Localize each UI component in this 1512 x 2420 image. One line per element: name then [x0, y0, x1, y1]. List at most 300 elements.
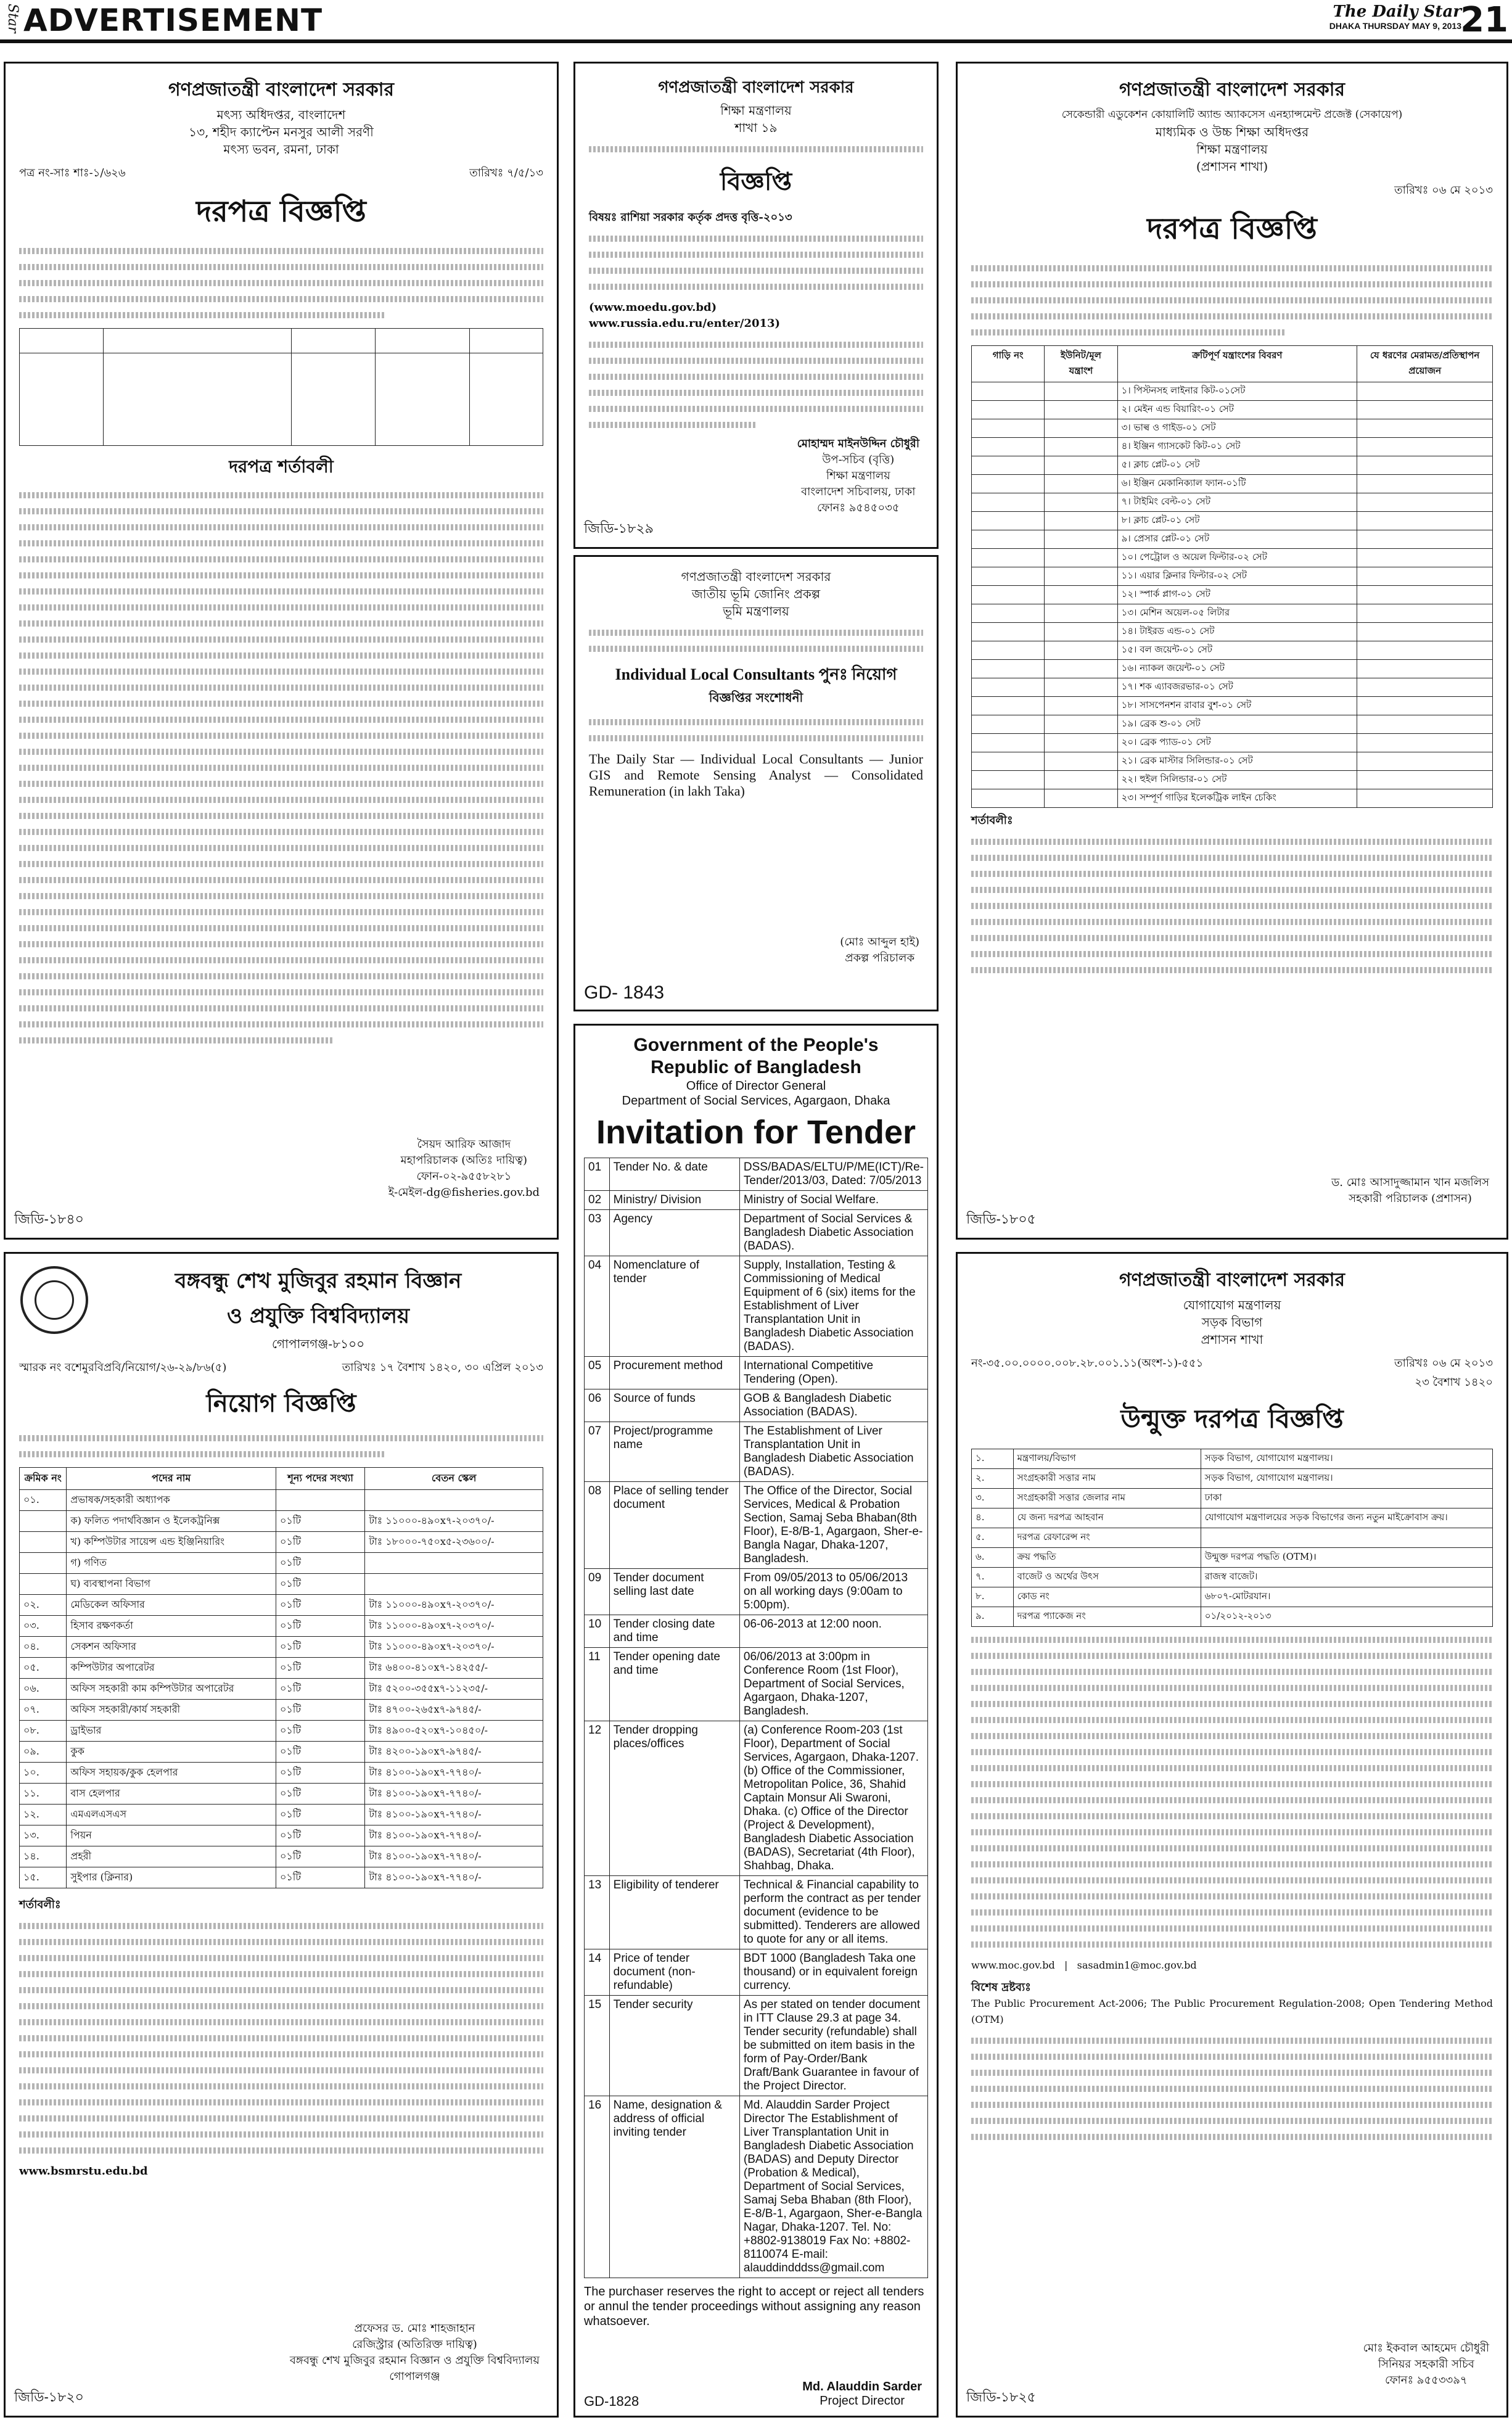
ref-date-2: ২৩ বৈশাখ ১৪২০: [1415, 1376, 1493, 1389]
cell-scale: টাঃ ৪১০০-১৯০x৭-৭৭৪০/-: [365, 1846, 543, 1867]
cell-no: 05: [585, 1357, 610, 1389]
table-row: [20, 1658, 543, 1679]
table-row: [972, 1528, 1493, 1548]
cell-action: [1357, 789, 1493, 808]
ad-title: নিয়োগ বিজ্ঞপ্তি: [206, 1389, 356, 1418]
cell-unit: [1045, 586, 1117, 604]
col-header: শূন্য পদের সংখ্যা: [276, 1468, 365, 1490]
cell-count: ০১টি: [276, 1532, 365, 1553]
cell-action: [1357, 456, 1493, 475]
ad-university-recruitment: [4, 1252, 559, 2418]
cell-value: GOB & Bangladesh Diabetic Association (BADAS).: [739, 1389, 927, 1422]
col-header: ইউনিট/মূল যন্ত্রাংশ: [1045, 346, 1117, 382]
cell-no: ০৭.: [20, 1700, 67, 1721]
cell-part: ৮। ক্লাচ প্লেট-০১ সেট: [1117, 512, 1357, 530]
table-row: [972, 1508, 1493, 1528]
cell-value: 06-06-2013 at 12:00 noon.: [739, 1615, 927, 1648]
cell-scale: টাঃ ১৮০০০-৭৫০x৫-২৩৬০০/-: [365, 1532, 543, 1553]
cell-action: [1357, 697, 1493, 715]
cell-name: কম্পিউটার অপারেটর: [67, 1658, 276, 1679]
cell-part: ১৮। সাসপেনশন রাবার বুশ-০১ সেট: [1117, 697, 1357, 715]
cell-no: 04: [585, 1256, 610, 1357]
gd-number: GD-1828: [584, 2393, 639, 2409]
gov-heading: গণপ্রজাতন্ত্রী বাংলাদেশ সরকার: [681, 569, 831, 584]
cell-vehicle: [972, 734, 1045, 752]
cell-label: ক্রয় পদ্ধতি: [1013, 1548, 1201, 1568]
cell-no: ১৫.: [20, 1867, 67, 1888]
signer-title: রেজিস্ট্রার (অতিরিক্ত দায়িত্ব): [352, 2338, 477, 2351]
cell-unit: [1045, 401, 1117, 419]
cell-action: [1357, 419, 1493, 438]
cell-part: ১৯। ব্রেক শু-০১ সেট: [1117, 715, 1357, 734]
cell-no: ৯.: [972, 1607, 1014, 1627]
signer-title: প্রকল্প পরিচালক: [845, 952, 915, 965]
cell-vehicle: [972, 586, 1045, 604]
cell-part: ৫। ক্লাচ প্লেট-০১ সেট: [1117, 456, 1357, 475]
table-row: [20, 1574, 543, 1595]
notes-text: [971, 2038, 1493, 2140]
cell-vehicle: [972, 512, 1045, 530]
table-continuation: [971, 1637, 1493, 1948]
cell-no: ৮.: [972, 1587, 1014, 1607]
cell-no: ৭.: [972, 1568, 1014, 1587]
body-en: The Daily Star — Individual Local Consultants — Junior GIS and Remote Sensing Analyst — Consolidated Remuneration (in lakh Taka): [589, 751, 923, 799]
reference-row: [971, 1354, 1493, 1393]
table-row: [972, 512, 1493, 530]
university-place: গোপালগঞ্জ-৮১০০: [271, 1336, 365, 1351]
cell-label: Tender No. & date: [609, 1158, 739, 1191]
signer-title: সহকারী পরিচালক (প্রশাসন): [1349, 1192, 1472, 1205]
cell-vehicle: [972, 678, 1045, 697]
cell-no: [20, 1532, 67, 1553]
cell-scale: টাঃ ১১০০০-৪৯০x৭-২০৩৭০/-: [365, 1616, 543, 1637]
col-header: বেতন স্কেল: [365, 1468, 543, 1490]
col-header: ক্রটিপূর্ণ যন্ত্রাংশের বিবরণ: [1117, 346, 1357, 382]
cell-label: Project/programme name: [609, 1422, 739, 1482]
cell-action: [1357, 401, 1493, 419]
paper-ref: The Daily Star: [589, 751, 675, 767]
cell-no: 15: [585, 1996, 610, 2096]
cell-no: 12: [585, 1721, 610, 1876]
cell-vehicle: [972, 752, 1045, 771]
cell-label: যে জন্য দরপত্র আহবান: [1013, 1508, 1201, 1528]
cell-no: 10: [585, 1615, 610, 1648]
cell-no: 16: [585, 2096, 610, 2278]
table-row: [20, 1805, 543, 1825]
email-link[interactable]: sasadmin1@moc.gov.bd: [1077, 1959, 1197, 1971]
signer-email: ই-মেইল-dg@fisheries.gov.bd: [388, 1186, 540, 1199]
ad-title: দরপত্র বিজ্ঞপ্তি: [196, 194, 366, 229]
ad-title: উন্মুক্ত দরপত্র বিজ্ঞপ্তি: [1120, 1404, 1344, 1434]
table-row: [585, 1648, 928, 1721]
cell-action: [1357, 752, 1493, 771]
table-row: [20, 1616, 543, 1637]
col-header: যে ধরণের মেরামত/প্রতিস্থাপন প্রয়োজন: [1357, 346, 1493, 382]
signer-name: ড. মোঃ আসাদুজ্জামান খান মজলিস: [1331, 1176, 1489, 1189]
paper-info: [1329, 2, 1461, 31]
table-row: [20, 1763, 543, 1784]
notes-title: বিশেষ দ্রষ্টব্যঃ: [971, 1981, 1031, 1994]
cell-unit: [1045, 493, 1117, 512]
cell-part: ১২। স্পার্ক প্লাগ-০১ সেট: [1117, 586, 1357, 604]
ref-date: তারিখঃ ০৬ মে ২০১৩: [1394, 184, 1493, 197]
cell-unit: [1045, 456, 1117, 475]
cell-value: Md. Alauddin Sarder Project Director The Establishment of Liver Transplantation Unit in Bangladesh Diabetic Association (BADAS) and Deputy Director (Probation & Medical), Department of Social Services, Samaj Seba Bhaban (8th Floor), E-8/B-1, Agargaon, Sher-e-Bangla Nagar, Dhaka-1207. Tel. No: +8802-9138019 Fax No: +8802-8110074 E-mail: alauddindddss@gmail.com: [739, 2096, 927, 2278]
cell-scale: টাঃ ৫২০০-৩৫৫x৭-১১২৩৫/-: [365, 1679, 543, 1700]
cell-scale: টাঃ ৪১০০-১৯০x৭-৭৭৪০/-: [365, 1867, 543, 1888]
cell-no: 11: [585, 1648, 610, 1721]
cell-no: ০১.: [20, 1490, 67, 1511]
cell-label: Source of funds: [609, 1389, 739, 1422]
terms-text: [19, 1923, 543, 2154]
parts-table: [971, 345, 1493, 808]
reference-row: [19, 1359, 543, 1378]
table-row: [972, 530, 1493, 549]
posts-table: [19, 1467, 543, 1888]
table-row: [585, 1158, 928, 1191]
table-row: [972, 660, 1493, 678]
table-row: [972, 1568, 1493, 1587]
cell-value: Technical & Financial capability to perform the contract as per tender document (evidence to be submitted). Tenderers are allowed to quote for any or all items.: [739, 1876, 927, 1949]
signer-name: Md. Alauddin Sarder: [802, 2380, 922, 2393]
ad-title: Invitation for Tender: [596, 1114, 916, 1151]
ad-seqaep-tender: [956, 62, 1508, 1240]
table-row: [972, 752, 1493, 771]
signer-name: মোঃ ইকবাল আহমেদ চৌধুরী: [1363, 2342, 1489, 2355]
cell-unit: [1045, 475, 1117, 493]
cell-unit: [1045, 382, 1117, 401]
cell-name: প্রভাষক/সহকারী অধ্যাপক: [67, 1490, 276, 1511]
cell-no: 08: [585, 1482, 610, 1569]
signer-name: মোহাম্মদ মাইনউদ্দিন চৌধুরী: [797, 437, 919, 450]
cell-part: ১৫। বল জয়েন্ট-০১ সেট: [1117, 641, 1357, 660]
cell-count: ০১টি: [276, 1784, 365, 1805]
branch-name: (প্রশাসন শাখা): [1196, 159, 1268, 174]
signer-title: উপ-সচিব (বৃত্তি): [822, 453, 895, 466]
cell-scale: টাঃ ৪১০০-১৯০x৭-৭৭৪০/-: [365, 1825, 543, 1846]
cell-part: ১৩। মেশিন অয়েল-০৫ লিটার: [1117, 604, 1357, 623]
cell-scale: টাঃ ৪১০০-১৯০x৭-৭৭৪০/-: [365, 1763, 543, 1784]
cell-no: ১২.: [20, 1805, 67, 1825]
reference-row: [971, 181, 1493, 200]
signer-place: বাংলাদেশ সচিবালয়, ঢাকা: [801, 485, 916, 498]
cell-action: [1357, 567, 1493, 586]
cell-part: ২৩। সম্পূর্ণ গাড়ির ইলেকট্রিক লাইন চেকিং: [1117, 789, 1357, 808]
signer-name: (মোঃ আব্দুল হাই): [840, 936, 919, 949]
dept-name: মাধ্যমিক ও উচ্চ শিক্ষা অধিদপ্তর: [1155, 125, 1309, 139]
cell-value: BDT 1000 (Bangladesh Taka one thousand) or in equivalent foreign currency.: [739, 1949, 927, 1996]
col-header: পদের নাম: [67, 1468, 276, 1490]
col-header: গাড়ি নং: [972, 346, 1045, 382]
signature-block: [802, 2380, 922, 2408]
cell-count: ০১টি: [276, 1763, 365, 1784]
cell-part: ২২। হুইল সিলিন্ডার-০১ সেট: [1117, 771, 1357, 789]
table-row: [972, 1548, 1493, 1568]
cell-label: Name, designation & address of official inviting tender: [609, 2096, 739, 2278]
cell-scale: টাঃ ১১০০০-৪৯০x৭-২০৩৭০/-: [365, 1637, 543, 1658]
table-row: [585, 1357, 928, 1389]
signature-block: [388, 1137, 540, 1201]
cell-value: সড়ক বিভাগ, যোগাযোগ মন্ত্রণালয়।: [1201, 1449, 1492, 1469]
cell-unit: [1045, 512, 1117, 530]
cell-name: অফিস সহায়ক/কুক হেলপার: [67, 1763, 276, 1784]
cell-label: Eligibility of tenderer: [609, 1876, 739, 1949]
cell-label: কোড নং: [1013, 1587, 1201, 1607]
cell-value: ৬৮০৭-মোটরযান।: [1201, 1587, 1492, 1607]
cell-vehicle: [972, 715, 1045, 734]
cell-part: ১১। এয়ার ক্লিনার ফিল্টার-০২ সেট: [1117, 567, 1357, 586]
signer-title: Project Director: [820, 2394, 905, 2408]
note-ref: The Public Procurement Act-2006: [971, 1998, 1144, 2009]
cell-unit: [1045, 549, 1117, 567]
signature-block: [1363, 2340, 1489, 2389]
col-header: ক্রমিক নং: [20, 1468, 67, 1490]
table-row: [972, 401, 1493, 419]
ad-title: দরপত্র বিজ্ঞপ্তি: [1147, 212, 1317, 246]
cell-no: ৫.: [972, 1528, 1014, 1548]
table-row: [972, 641, 1493, 660]
gov-heading-2: Republic of Bangladesh: [651, 1057, 861, 1077]
cell-count: ০১টি: [276, 1700, 365, 1721]
cell-action: [1357, 623, 1493, 641]
cell-count: ০১টি: [276, 1742, 365, 1763]
cell-action: [1357, 678, 1493, 697]
cell-no: ১৩.: [20, 1825, 67, 1846]
cell-scale: টাঃ ৪১০০-১৯০x৭-৭৭৪০/-: [365, 1784, 543, 1805]
cell-value: ০১/২০১২-২০১৩: [1201, 1607, 1492, 1627]
university-name: বঙ্গবন্ধু শেখ মুজিবুর রহমান বিজ্ঞান: [175, 1269, 462, 1293]
signer-phone: ফোনঃ ৯৫৫৩৩৯৭: [1385, 2374, 1468, 2387]
cell-count: ০১টি: [276, 1805, 365, 1825]
cell-part: ২। মেইন এন্ড বিয়ারিং-০১ সেট: [1117, 401, 1357, 419]
reference-row: [19, 164, 543, 183]
cell-part: ৩। ভাল্ব ও গাইড-০১ সেট: [1117, 419, 1357, 438]
table-row: [20, 1553, 543, 1574]
cell-vehicle: [972, 604, 1045, 623]
cell-value: DSS/BADAS/ELTU/P/ME(ICT)/Re-Tender/2013/03, Dated: 7/05/2013: [739, 1158, 927, 1191]
cell-action: [1357, 771, 1493, 789]
signer-name: প্রফেসর ড. মোঃ শাহজাহান: [354, 2322, 475, 2335]
project-name: জাতীয় ভূমি জোনিং প্রকল্প: [691, 586, 821, 601]
website-1[interactable]: (www.moedu.gov.bd): [589, 301, 717, 314]
cell-action: [1357, 586, 1493, 604]
table-row: [972, 438, 1493, 456]
signer-phone: ফোনঃ ৯৫৪৫০৩৫: [817, 501, 900, 514]
table-row: [972, 678, 1493, 697]
cell-scale: [365, 1574, 543, 1595]
cell-label: Tender security: [609, 1996, 739, 2096]
cell-no: 14: [585, 1949, 610, 1996]
cell-unit: [1045, 715, 1117, 734]
cell-action: [1357, 604, 1493, 623]
cell-vehicle: [972, 660, 1045, 678]
cell-label: Tender opening date and time: [609, 1648, 739, 1721]
masthead: [0, 0, 1512, 43]
footer-note: The purchaser reserves the right to accept or reject all tenders or annul the tender proceedings without assigning any reason whatsoever.: [584, 2285, 924, 2328]
cell-action: [1357, 715, 1493, 734]
ref-number: পত্র নং-সাঃ শাঃ-১/৬২৬: [19, 167, 126, 179]
ad-title: বিজ্ঞপ্তি: [720, 167, 792, 196]
cell-name: অফিস সহকারী কাম কম্পিউটার অপারেটর: [67, 1679, 276, 1700]
table-row: [20, 1700, 543, 1721]
cell-count: ০১টি: [276, 1825, 365, 1846]
cell-vehicle: [972, 641, 1045, 660]
body-text: [19, 1435, 543, 1457]
cell-vehicle: [972, 401, 1045, 419]
cell-name: গ) গণিত: [67, 1553, 276, 1574]
signer-phone: ফোন-০২-৯৫৫৮২৮১: [416, 1170, 512, 1183]
address-line: মৎস্য ভবন, রমনা, ঢাকা: [223, 142, 339, 157]
signature-block: [290, 2321, 540, 2385]
office-address: Department of Social Services, Agargaon, Dhaka: [622, 1094, 890, 1108]
dept-name: সড়ক বিভাগ: [1201, 1315, 1263, 1330]
ad-subtitle: বিজ্ঞপ্তির সংশোধনী: [709, 690, 803, 705]
cell-unit: [1045, 530, 1117, 549]
signer-title: মহাপরিচালক (অতিঃ দায়িত্ব): [400, 1154, 528, 1167]
cell-value: From 09/05/2013 to 05/06/2013 on all working days (9:00am to 5:00pm).: [739, 1569, 927, 1615]
table-row: [20, 1846, 543, 1867]
table-row: [972, 1607, 1493, 1627]
table-row: [972, 586, 1493, 604]
cell-value: The Establishment of Liver Transplantation Unit in Bangladesh Diabetic Association (BADAS).: [739, 1422, 927, 1482]
cell-label: সংগ্রহকারী সত্তার নাম: [1013, 1469, 1201, 1489]
cell-part: ৬। ইঞ্জিন মেকানিক্যাল ফ্যান-০১টি: [1117, 475, 1357, 493]
section-title: ADVERTISEMENT: [23, 2, 323, 38]
cell-value: Ministry of Social Welfare.: [739, 1191, 927, 1210]
cell-no: ০৬.: [20, 1679, 67, 1700]
branch-name: প্রশাসন শাখা: [1201, 1332, 1263, 1347]
cell-label: Tender dropping places/offices: [609, 1721, 739, 1876]
table-row: [20, 1532, 543, 1553]
body-text-2: [589, 342, 923, 428]
table-row: [585, 1876, 928, 1949]
cell-action: [1357, 530, 1493, 549]
branch-name: শাখা ১৯: [734, 120, 778, 135]
cell-scale: টাঃ ৪৯০০-৫২০x৭-১০৪৫০/-: [365, 1721, 543, 1742]
cell-name: খ) কম্পিউটার সায়েন্স এন্ড ইঞ্জিনিয়ারিং: [67, 1532, 276, 1553]
table-row: [972, 475, 1493, 493]
gd-number: জিডি-১৮২৫: [966, 2389, 1036, 2405]
table-row: [585, 1949, 928, 1996]
cell-no: 03: [585, 1210, 610, 1256]
cell-no: ১০.: [20, 1763, 67, 1784]
notes-refs: The Public Procurement Act-2006; The Public Procurement Regulation-2008; Open Tendering Method (OTM): [971, 1998, 1494, 2025]
tender-details-table: [584, 1158, 928, 2278]
page-number: 21: [1460, 0, 1508, 40]
cell-count: ০১টি: [276, 1679, 365, 1700]
cell-no: ৪.: [972, 1508, 1014, 1528]
cell-label: Tender closing date and time: [609, 1615, 739, 1648]
table-row: [972, 789, 1493, 808]
gd-number: জিডি-১৮০৫: [966, 1211, 1036, 1227]
cell-scale: [365, 1490, 543, 1511]
cell-part: ১৭। শক এ্যাবজরভার-০১ সেট: [1117, 678, 1357, 697]
cell-count: ০১টি: [276, 1846, 365, 1867]
cell-name: ক) ফলিত পদার্থবিজ্ঞান ও ইলেকট্রনিক্স: [67, 1511, 276, 1532]
cell-name: মেডিকেল অফিসার: [67, 1595, 276, 1616]
cell-no: ৬.: [972, 1548, 1014, 1568]
note-ref: The Public Procurement Regulation-2008: [1151, 1998, 1362, 2009]
terms-text: [971, 839, 1493, 973]
cell-count: ০১টি: [276, 1553, 365, 1574]
cell-name: ড্রাইভার: [67, 1721, 276, 1742]
cell-name: হিসাব রক্ষণকর্তা: [67, 1616, 276, 1637]
cell-part: ৪। ইঞ্জিন গ্যাসকেট কিট-০১ সেট: [1117, 438, 1357, 456]
cell-vehicle: [972, 530, 1045, 549]
cell-vehicle: [972, 438, 1045, 456]
website-link[interactable]: www.moc.gov.bd: [971, 1959, 1055, 1971]
cell-scale: টাঃ ১১০০০-৪৯০x৭-২০৩৭০/-: [365, 1595, 543, 1616]
cell-no: ০৮.: [20, 1721, 67, 1742]
cell-name: ঘ) ব্যবস্থাপনা বিভাগ: [67, 1574, 276, 1595]
table-row: [585, 1721, 928, 1876]
cell-unit: [1045, 771, 1117, 789]
tender-table: [19, 328, 543, 446]
signer-title: সিনিয়র সহকারী সচিব: [1378, 2358, 1474, 2371]
cell-action: [1357, 512, 1493, 530]
cell-count: ০১টি: [276, 1574, 365, 1595]
subject: বিষয়ঃ রাশিয়া সরকার কর্তৃক প্রদত্ত বৃত্তি-২০১৩: [589, 211, 792, 224]
cell-part: ২১। ব্রেক মাস্টার সিলিন্ডার-০১ সেট: [1117, 752, 1357, 771]
table-row: [585, 1191, 928, 1210]
signer-org: বঙ্গবন্ধু শেখ মুজিবুর রহমান বিজ্ঞান ও প্রযুক্তি বিশ্ববিদ্যালয়: [289, 2354, 540, 2367]
website-link[interactable]: www.bsmrstu.edu.bd: [19, 2165, 148, 2178]
cell-unit: [1045, 678, 1117, 697]
cell-no: 01: [585, 1158, 610, 1191]
table-row: [20, 1490, 543, 1511]
cell-value: উন্মুক্ত দরপত্র পদ্ধতি (OTM)।: [1201, 1548, 1492, 1568]
cell-no: 02: [585, 1191, 610, 1210]
cell-action: [1357, 641, 1493, 660]
cell-no: ০৫.: [20, 1658, 67, 1679]
cell-action: [1357, 438, 1493, 456]
cell-name: সুইপার (ক্লিনার): [67, 1867, 276, 1888]
website-2[interactable]: www.russia.edu.ru/enter/2013): [589, 317, 781, 330]
cell-unit: [1045, 641, 1117, 660]
cell-vehicle: [972, 697, 1045, 715]
table-row: [972, 697, 1493, 715]
cell-no: ১১.: [20, 1784, 67, 1805]
ad-road-division-tender: [956, 1252, 1508, 2418]
cell-label: Price of tender document (non-refundable): [609, 1949, 739, 1996]
cell-no: ১৪.: [20, 1846, 67, 1867]
table-row: [585, 1996, 928, 2096]
cell-value: Supply, Installation, Testing & Commissioning of Medical Equipment of 6 (six) items for the Establishment of Liver Transplantation Unit in Bangladesh Diabetic Association (BADAS).: [739, 1256, 927, 1357]
project-name: সেকেন্ডারী এডুকেশন কোয়ালিটি অ্যান্ড অ্যাকসেস এনহ্যান্সমেন্ট প্রজেক্ট (সেকায়েপ): [1061, 109, 1403, 121]
cell-action: [1357, 382, 1493, 401]
table-row: [20, 1679, 543, 1700]
cell-label: বাজেট ও অর্থের উৎস: [1013, 1568, 1201, 1587]
cell-unit: [1045, 419, 1117, 438]
gov-heading: গণপ্রজাতন্ত্রী বাংলাদেশ সরকার: [168, 79, 394, 101]
cell-vehicle: [972, 623, 1045, 641]
table-row: [585, 1389, 928, 1422]
cell-name: পিয়ন: [67, 1825, 276, 1846]
cell-vehicle: [972, 419, 1045, 438]
cell-value: ঢাকা: [1201, 1489, 1492, 1508]
cell-no: ০৩.: [20, 1616, 67, 1637]
cell-label: সংগ্রহকারী সত্তার জেলার নাম: [1013, 1489, 1201, 1508]
ref-date: তারিখঃ ১৭ বৈশাখ ১৪২০, ৩০ এপ্রিল ২০১৩: [342, 1361, 543, 1374]
table-row: [972, 382, 1493, 401]
cell-label: Place of selling tender document: [609, 1482, 739, 1569]
cell-vehicle: [972, 382, 1045, 401]
cell-vehicle: [972, 475, 1045, 493]
cell-no: 07: [585, 1422, 610, 1482]
cell-label: Nomenclature of tender: [609, 1256, 739, 1357]
ad-fisheries-tender: [4, 62, 559, 1240]
cell-part: ৯। প্রেসার প্লেট-০১ সেট: [1117, 530, 1357, 549]
